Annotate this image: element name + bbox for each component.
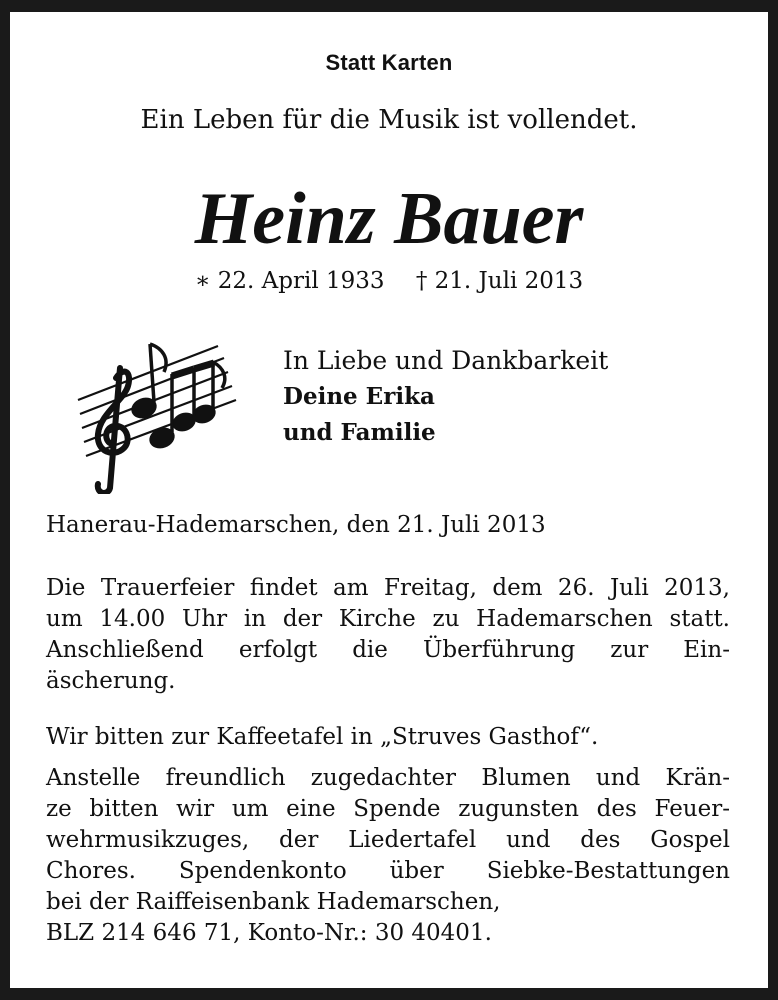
death-date: † 21. Juli 2013 bbox=[415, 268, 584, 294]
service-paragraph bbox=[46, 573, 730, 697]
signoff-line-1: In Liebe und Dankbarkeit bbox=[283, 346, 609, 375]
birth-date: ∗ 22. April 1933 bbox=[194, 268, 385, 294]
donation-line: ze bitten wir um eine Spende zugunsten des Feuer- bbox=[46, 796, 730, 822]
service-line: äscherung. bbox=[46, 668, 176, 694]
signoff-line-2: Deine Erika bbox=[283, 383, 435, 410]
signoff bbox=[283, 343, 723, 451]
donation-line: BLZ 214 646 71, Konto-Nr.: 30 40401. bbox=[46, 920, 492, 946]
donation-line: Chores. Spendenkonto über Siebke-Bestattungen bbox=[46, 858, 730, 884]
donation-line: bei der Raiffeisenbank Hademarschen, bbox=[46, 889, 501, 915]
header-label: Statt Karten bbox=[325, 50, 453, 75]
donation-paragraph bbox=[46, 763, 730, 949]
coffee-paragraph: Wir bitten zur Kaffeetafel in „Struves Gasthof“. bbox=[46, 724, 599, 750]
service-line: Anschließend erfolgt die Überführung zur Ein- bbox=[46, 637, 730, 663]
place-date: Hanerau-Hademarschen, den 21. Juli 2013 bbox=[46, 512, 546, 538]
life-dates bbox=[0, 268, 778, 294]
donation-line: wehrmusikzuges, der Liedertafel und des Gospel bbox=[46, 827, 730, 853]
donation-line: Anstelle freundlich zugedachter Blumen und Krän- bbox=[46, 765, 730, 791]
service-line: um 14.00 Uhr in der Kirche zu Hademarschen statt. bbox=[46, 606, 730, 632]
signoff-line-3: und Familie bbox=[283, 419, 436, 446]
service-line: Die Trauerfeier findet am Freitag, dem 26. Juli 2013, bbox=[46, 575, 730, 601]
music-notes-icon bbox=[76, 338, 240, 494]
deceased-name: Heinz Bauer bbox=[194, 178, 584, 260]
subtitle: Ein Leben für die Musik ist vollendet. bbox=[140, 105, 638, 135]
